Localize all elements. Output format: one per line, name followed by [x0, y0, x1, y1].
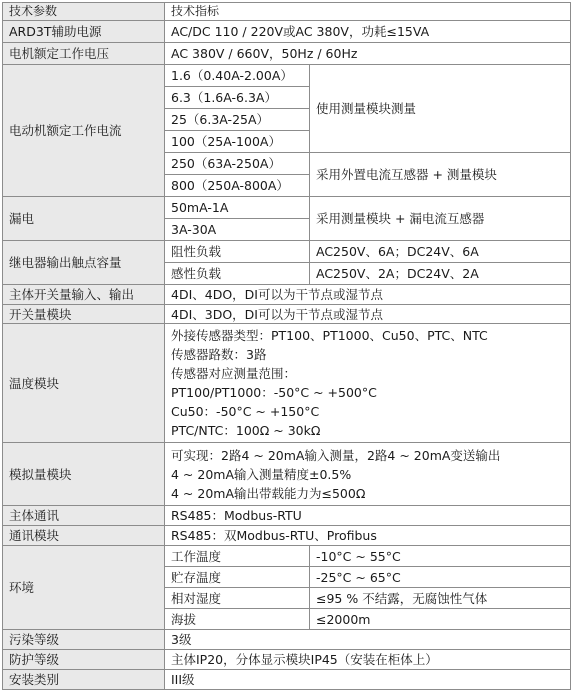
temperature-line: Cu50：-50°C ~ +150°C [171, 404, 320, 419]
row-analog [3, 443, 571, 506]
rated-current-label: 电动机额定工作电流 [3, 65, 165, 197]
comm-module-value: RS485：双Modbus-RTU、Profibus [165, 526, 571, 546]
protection-value: 主体IP20，分体显示模块IP45（安装在柜体上） [165, 650, 571, 670]
environment-item-value: -25°C ~ 65°C [310, 567, 571, 588]
rated-voltage-value: AC 380V / 660V，50Hz / 60Hz [165, 43, 571, 65]
analog-line: 4 ~ 20mA输入测量精度±0.5% [171, 466, 352, 482]
temperature-line: PT100/PT1000：-50°C ~ +500°C [171, 385, 377, 400]
row-io-module [3, 305, 571, 324]
rated-voltage-label: 电机额定工作电压 [3, 43, 165, 65]
environment-item-label: 工作温度 [165, 546, 310, 567]
pollution-label: 污染等级 [3, 630, 165, 650]
row-leakage [3, 197, 571, 219]
relay-inductive-value: AC250V、2A；DC24V、2A [310, 263, 571, 285]
row-environment [3, 546, 571, 567]
leakage-range: 50mA-1A [165, 197, 310, 219]
relay-inductive-label: 感性负载 [165, 263, 310, 285]
leakage-label: 漏电 [3, 197, 165, 241]
leakage-range: 3A-30A [165, 219, 310, 241]
row-relay [3, 241, 571, 263]
relay-resistive-value: AC250V、6A；DC24V、6A [310, 241, 571, 263]
temperature-label: 温度模块 [3, 324, 165, 443]
install-value: III级 [165, 670, 571, 690]
current-range: 25（6.3A-25A） [165, 109, 310, 131]
current-note-direct: 使用测量模块测量 [310, 65, 571, 153]
spec-table [2, 2, 571, 690]
temperature-spec [165, 324, 571, 443]
header-param: 技术参数 [3, 3, 165, 21]
current-range: 100（25A-100A） [165, 131, 310, 153]
current-range: 1.6（0.40A-2.00A） [165, 65, 310, 87]
comm-module-label: 通讯模块 [3, 526, 165, 546]
leakage-note: 采用测量模块 + 漏电流互感器 [310, 197, 571, 241]
main-io-label: 主体开关量输入、输出 [3, 285, 165, 305]
environment-item-value: ≤95 % 不结露，无腐蚀性气体 [310, 588, 571, 609]
current-note-ct: 采用外置电流互感器 + 测量模块 [310, 153, 571, 197]
main-comm-value: RS485：Modbus-RTU [165, 506, 571, 526]
relay-label: 继电器输出触点容量 [3, 241, 165, 285]
row-temperature [3, 324, 571, 443]
environment-item-value: -10°C ~ 55°C [310, 546, 571, 567]
environment-item-label: 贮存温度 [165, 567, 310, 588]
header-spec: 技术指标 [165, 3, 571, 21]
temperature-line: 外接传感器类型：PT100、PT1000、Cu50、PTC、NTC [171, 328, 488, 343]
row-rated-voltage [3, 43, 571, 65]
current-range: 250（63A-250A） [165, 153, 310, 175]
current-range: 800（250A-800A） [165, 175, 310, 197]
analog-label: 模拟量模块 [3, 443, 165, 506]
main-io-value: 4DI、4DO，DI可以为干节点或湿节点 [165, 285, 571, 305]
environment-item-value: ≤2000m [310, 609, 571, 630]
relay-resistive-label: 阻性负载 [165, 241, 310, 263]
pollution-value: 3级 [165, 630, 571, 650]
current-range: 6.3（1.6A-6.3A） [165, 87, 310, 109]
aux-power-value: AC/DC 110 / 220V或AC 380V，功耗≤15VA [165, 21, 571, 43]
temperature-line: 传感器对应测量范围： [171, 366, 297, 381]
row-main-comm [3, 506, 571, 526]
header-row [3, 3, 571, 21]
row-aux-power [3, 21, 571, 43]
aux-power-label: ARD3T辅助电源 [3, 21, 165, 43]
row-protection [3, 650, 571, 670]
row-install [3, 670, 571, 690]
analog-line: 可实现：2路4 ~ 20mA输入测量，2路4 ~ 20mA变送输出 [171, 447, 501, 463]
install-label: 安装类别 [3, 670, 165, 690]
protection-label: 防护等级 [3, 650, 165, 670]
temperature-line: 传感器路数：3路 [171, 347, 267, 362]
environment-item-label: 相对湿度 [165, 588, 310, 609]
row-pollution [3, 630, 571, 650]
temperature-line: PTC/NTC：100Ω ~ 30kΩ [171, 423, 321, 438]
environment-item-label: 海拔 [165, 609, 310, 630]
row-comm-module [3, 526, 571, 546]
io-module-label: 开关量模块 [3, 305, 165, 324]
analog-line: 4 ~ 20mA输出带载能力为≤500Ω [171, 485, 366, 501]
row-main-io [3, 285, 571, 305]
main-comm-label: 主体通讯 [3, 506, 165, 526]
analog-spec [165, 443, 571, 506]
row-rated-current [3, 65, 571, 87]
io-module-value: 4DI、3DO，DI可以为干节点或湿节点 [165, 305, 571, 324]
environment-label: 环境 [3, 546, 165, 630]
